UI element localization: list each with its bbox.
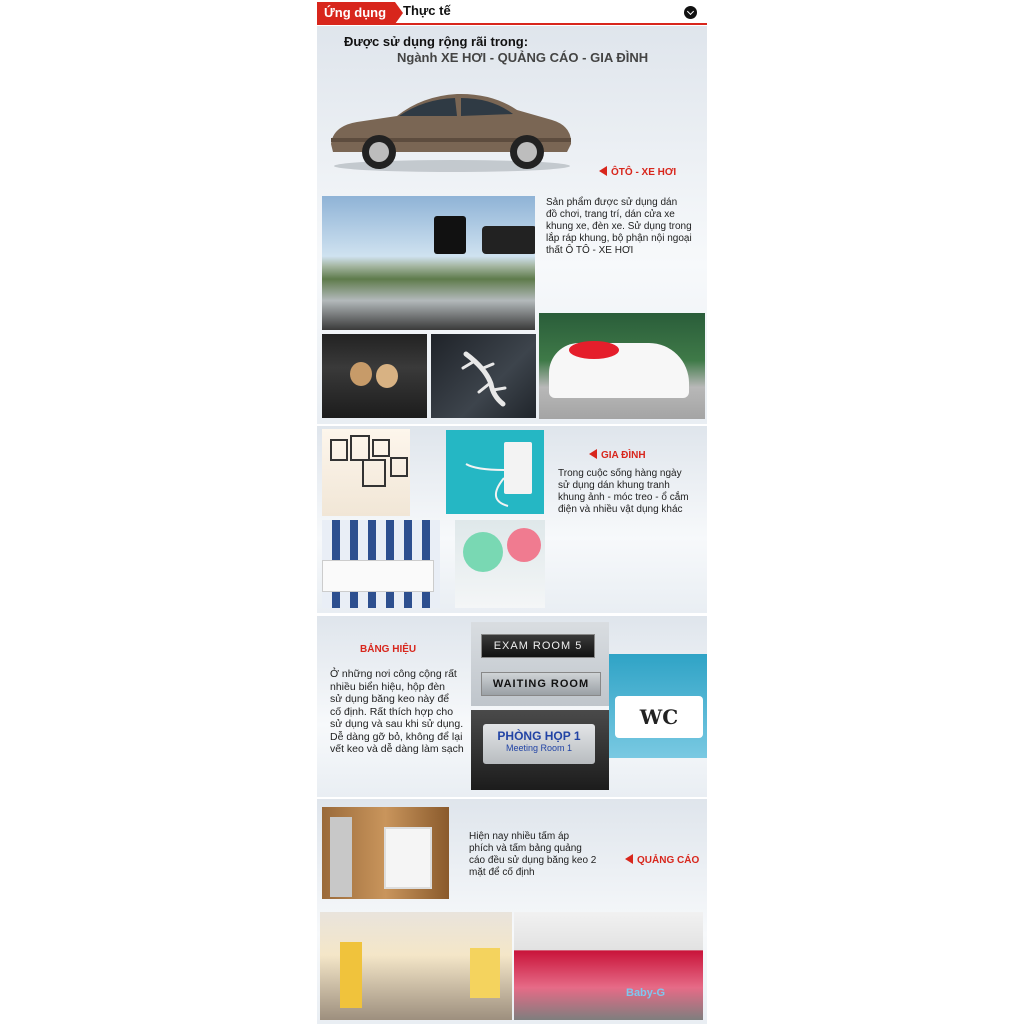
gecko-sticker-photo	[431, 334, 536, 418]
intro-subheading: Ngành XE HƠI - QUẢNG CÁO - GIA ĐÌNH	[397, 50, 649, 65]
wedding-car-photo	[539, 313, 705, 419]
flower-decoration	[569, 341, 619, 359]
exam-room-sign: EXAM ROOM 5	[481, 634, 595, 658]
ads-description	[469, 831, 596, 879]
chevron-down-icon[interactable]	[684, 6, 697, 19]
frame	[362, 459, 386, 487]
mall-ads-photo	[320, 912, 512, 1020]
bear-toy	[350, 362, 372, 386]
dashcam-photo	[322, 196, 535, 330]
meeting-plate-subtitle: Meeting Room 1	[505, 743, 573, 753]
ads-desc-line: mặt để cố định	[469, 867, 535, 878]
ad-panel	[470, 948, 500, 998]
family-desc-line: Trong cuộc sống hàng ngày	[558, 468, 682, 479]
car-desc-line: lắp ráp khung, bộ phận nội ngoại	[546, 233, 692, 244]
babyg-ads-photo	[514, 912, 703, 1020]
ad-panel	[340, 942, 362, 1008]
arrow-left-icon	[625, 854, 633, 864]
family-desc-line: sử dụng dán khung tranh	[558, 480, 670, 491]
signs-desc-line: sử dụng băng keo này để	[330, 693, 450, 705]
ads-section	[317, 799, 707, 1024]
car-image	[327, 86, 577, 176]
bear-toy	[376, 364, 398, 388]
signs-description	[330, 668, 464, 756]
tab-ung-dung[interactable]: Ứng dụng	[317, 2, 395, 24]
car-desc-line: thất Ô TÔ - XE HƠI	[546, 245, 634, 256]
frame	[372, 439, 390, 457]
frame	[390, 457, 408, 477]
waiting-room-sign: WAITING ROOM	[481, 672, 601, 696]
family-description	[558, 468, 689, 516]
car-desc-line: Sản phẩm được sử dụng dán	[546, 197, 678, 208]
room-signs-photo	[471, 622, 609, 706]
ads-desc-line: cáo đều sử dụng băng keo 2	[469, 855, 597, 866]
cable-icon	[446, 430, 544, 514]
gecko-icon	[431, 334, 536, 418]
pink-hook	[507, 528, 541, 562]
signs-label: BẢNG HIỆU	[360, 644, 417, 655]
signs-desc-line: Ở những nơi công cộng rất	[330, 668, 457, 680]
car-label-text: ÔTÔ - XE HƠI	[611, 167, 677, 178]
wc-plate: WC	[615, 696, 703, 738]
signs-desc-line: cố định. Rất thích hợp cho	[330, 705, 454, 718]
signs-desc-line: sử dụng và sau khi sử dụng.	[330, 718, 464, 730]
signs-desc-line: nhiều biển hiệu, hộp đèn	[330, 680, 446, 693]
car-desc-line: khung xe, đèn xe. Sử dụng trong	[546, 221, 692, 232]
green-hook	[463, 532, 503, 572]
family-section	[317, 426, 707, 613]
product-application-page	[317, 0, 707, 1024]
car-description	[546, 197, 692, 257]
socket-device-photo	[446, 430, 544, 514]
dashcam-device	[434, 216, 466, 254]
power-strip	[322, 560, 434, 592]
poster-frame	[384, 827, 432, 889]
meeting-room-plate	[483, 724, 595, 764]
signs-desc-line: Dễ dàng gỡ bỏ, không để lại	[330, 730, 463, 743]
section-header	[317, 0, 707, 26]
power-strip-photo	[322, 520, 440, 608]
car-label	[599, 166, 676, 178]
babyg-brand: Baby-G	[626, 987, 666, 999]
intro-heading: Được sử dụng rộng rãi trong:	[344, 34, 529, 49]
meeting-plate-title: PHÒNG HỌP 1	[497, 729, 581, 743]
rearview-mirror	[482, 226, 535, 254]
ads-label	[625, 854, 699, 866]
header-divider	[317, 23, 707, 25]
family-label	[589, 449, 646, 461]
family-desc-line: điện và nhiều vật dụng khác	[558, 504, 683, 515]
arrow-left-icon	[599, 166, 607, 176]
signs-section	[317, 616, 707, 797]
tab-thuc-te[interactable]: Thực tế	[403, 3, 451, 18]
ads-label-text: QUẢNG CÁO	[637, 855, 700, 866]
car-section	[317, 26, 707, 424]
family-desc-line: khung ảnh - móc treo - ổ cắm	[558, 492, 689, 503]
ads-desc-line: phích và tấm bảng quảng	[469, 843, 582, 854]
signs-desc-line: vết keo và dễ dàng làm sạch	[330, 743, 464, 755]
elevator-poster-photo	[322, 807, 449, 899]
arrow-left-icon	[589, 449, 597, 459]
suction-hooks-photo	[455, 520, 545, 608]
dashboard-toys-photo	[322, 334, 427, 418]
ads-desc-line: Hiện nay nhiều tấm áp	[469, 831, 570, 842]
elevator-panel	[330, 817, 352, 897]
meeting-room-sign-photo	[471, 710, 609, 790]
frame	[330, 439, 348, 461]
wc-sign-photo	[609, 654, 707, 758]
car-desc-line: đồ chơi, trang trí, dán cửa xe	[546, 209, 675, 220]
picture-frames-photo	[322, 429, 410, 516]
frame	[350, 435, 370, 461]
family-label-text: GIA ĐÌNH	[601, 450, 646, 461]
